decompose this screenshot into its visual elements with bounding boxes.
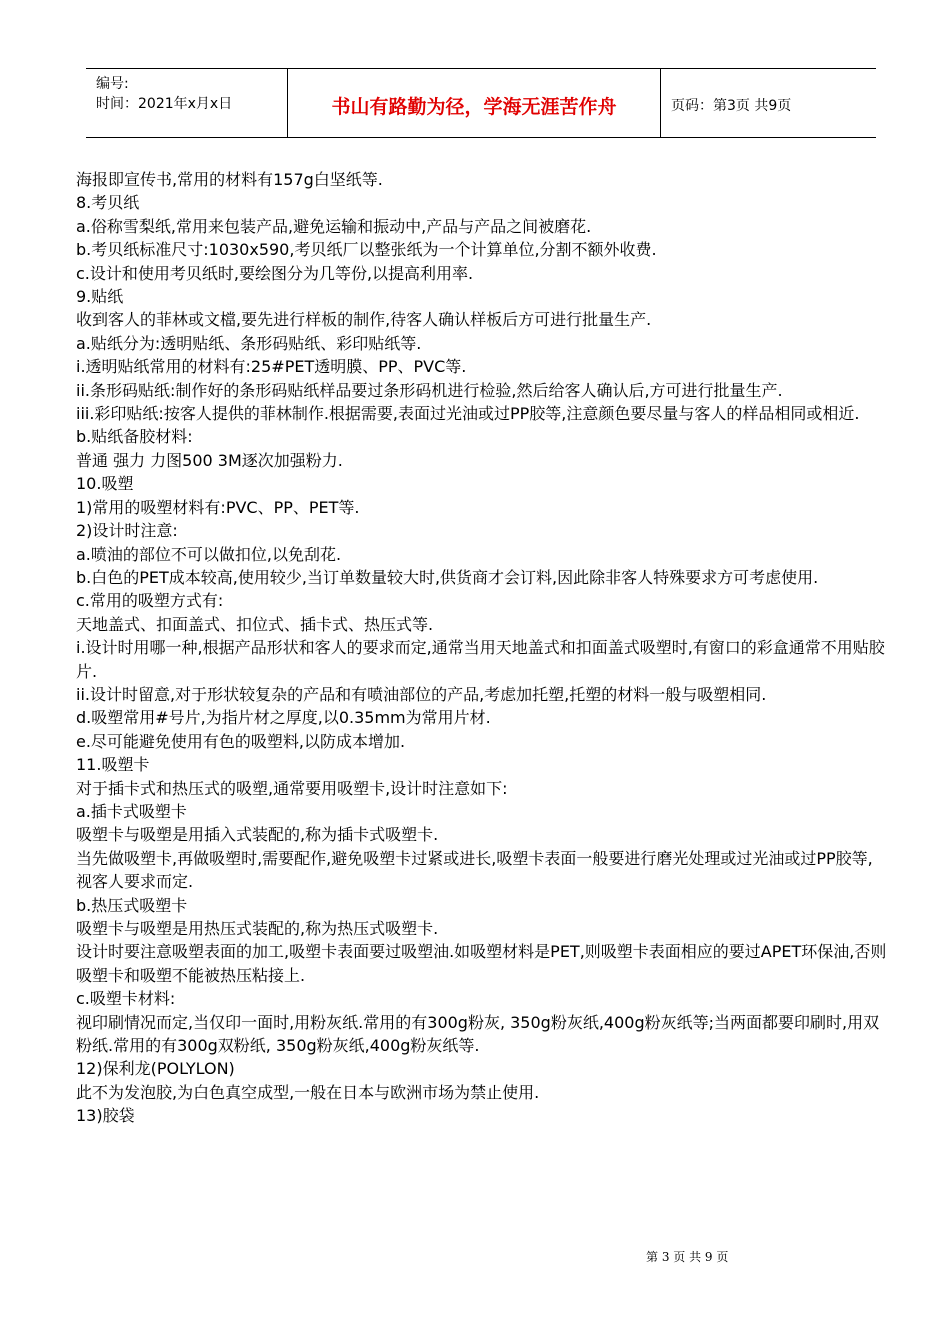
paragraph-line: 对于插卡式和热压式的吸塑,通常要用吸塑卡,设计时注意如下:	[76, 778, 508, 798]
paragraph-line: 此不为发泡胶,为白色真空成型,一般在日本与欧洲市场为禁止使用.	[76, 1082, 540, 1102]
header-meta	[86, 69, 288, 137]
paragraph-line: 8.考贝纸	[76, 193, 140, 213]
serial-label: 编号:	[96, 76, 129, 92]
paragraph-line: iii.彩印贴纸:按客人提供的菲林制作.根据需要,表面过光油或过PP胶等,注意颜色要尽量与客人的样品相同或相近.	[76, 404, 860, 424]
paragraph-line: 当先做吸塑卡,再做吸塑时,需要配作,避免吸塑卡过紧或进长,吸塑卡表面一般要进行磨光处理或过光油或过PP胶等,视客人要求而定.	[76, 848, 873, 892]
paragraph-line: 普通 强力 力图500 3M逐次加强粉力.	[76, 450, 343, 470]
page-footer: 第 3 页 共 9 页	[646, 1250, 729, 1264]
paragraph-line: 设计时要注意吸塑表面的加工,吸塑卡表面要过吸塑油.如吸塑材料是PET,则吸塑卡表面相应的要过APET环保油,否则吸塑卡和吸塑不能被热压粘接上.	[76, 942, 887, 985]
paragraph-line: 视印刷情况而定,当仅印一面时,用粉灰纸.常用的有300g粉灰, 350g粉灰纸,400g粉灰纸等;当两面都要印刷时,用双粉纸.常用的有300g双粉纸, 350g粉灰纸,400g粉灰纸等.	[76, 1012, 880, 1056]
paragraph-line: a.插卡式吸塑卡	[76, 801, 187, 821]
paragraph-line: 11.吸塑卡	[76, 755, 150, 775]
paragraph-line: 天地盖式、扣面盖式、扣位式、插卡式、热压式等.	[76, 614, 434, 634]
paragraph-line: i.透明贴纸常用的材料有:25#PET透明膜、PP、PVC等.	[76, 357, 467, 377]
paragraph-line: 吸塑卡与吸塑是用插入式装配的,称为插卡式吸塑卡.	[76, 825, 439, 845]
paragraph-line: b.热压式吸塑卡	[76, 895, 188, 915]
paragraph-line: 2)设计时注意:	[76, 521, 178, 541]
paragraph-line: 12)保利龙(POLYLON)	[76, 1059, 235, 1079]
paragraph-line: 10.吸塑	[76, 474, 134, 494]
paragraph-line: a.贴纸分为:透明贴纸、条形码贴纸、彩印贴纸等.	[76, 333, 422, 353]
paragraph-line: c.常用的吸塑方式有:	[76, 591, 224, 611]
paragraph-line: b.考贝纸标准尺寸:1030x590,考贝纸厂以整张纸为一个计算单位,分割不额外收费.	[76, 240, 657, 260]
page-header	[86, 68, 876, 138]
paragraph-line: c.吸塑卡材料:	[76, 989, 176, 1009]
paragraph-line: a.喷油的部位不可以做扣位,以免刮花.	[76, 544, 342, 564]
document-body	[76, 168, 888, 1128]
paragraph-line: ii.条形码贴纸:制作好的条形码贴纸样品要过条形码机进行检验,然后给客人确认后,方可进行批量生产.	[76, 380, 783, 400]
paragraph-line: a.俗称雪梨纸,常用来包装产品,避免运输和振动中,产品与产品之间被磨花.	[76, 216, 592, 236]
paragraph-line: d.吸塑常用#号片,为指片材之厚度,以0.35mm为常用片材.	[76, 708, 491, 728]
paragraph-line: 13)胶袋	[76, 1106, 135, 1126]
header-motto: 书山有路勤为径，学海无涯苦作舟	[288, 69, 661, 137]
paragraph-line: b.贴纸备胶材料:	[76, 427, 193, 447]
header-page-label: 页码：第3页 共9页	[671, 98, 792, 114]
paragraph-line: 9.贴纸	[76, 287, 124, 307]
paragraph-line: 吸塑卡与吸塑是用热压式装配的,称为热压式吸塑卡.	[76, 919, 439, 938]
paragraph-line: e.尽可能避免使用有色的吸塑料,以防成本增加.	[76, 731, 406, 751]
time-label: 时间：2021年x月x日	[96, 96, 233, 112]
paragraph-line: c.设计和使用考贝纸时,要绘图分为几等份,以提高利用率.	[76, 263, 474, 283]
paragraph-line: i.设计时用哪一种,根据产品形状和客人的要求而定,通常当用天地盖式和扣面盖式吸塑时,有窗口的彩盒通常不用贴胶片.	[76, 638, 885, 681]
paragraph-line: ii.设计时留意,对于形状较复杂的产品和有喷油部位的产品,考虑加托塑,托塑的材料一般与吸塑相同.	[76, 684, 767, 704]
paragraph-line: b.白色的PET成本较高,使用较少,当订单数量较大时,供货商才会订料,因此除非客人特殊要求方可考虑使用.	[76, 567, 819, 587]
paragraph-line: 海报即宣传书,常用的材料有157g白坚纸等.	[76, 170, 383, 189]
paragraph-line: 1)常用的吸塑材料有:PVC、PP、PET等.	[76, 497, 360, 517]
paragraph-line: 收到客人的菲林或文檔,要先进行样板的制作,待客人确认样板后方可进行批量生产.	[76, 310, 652, 330]
